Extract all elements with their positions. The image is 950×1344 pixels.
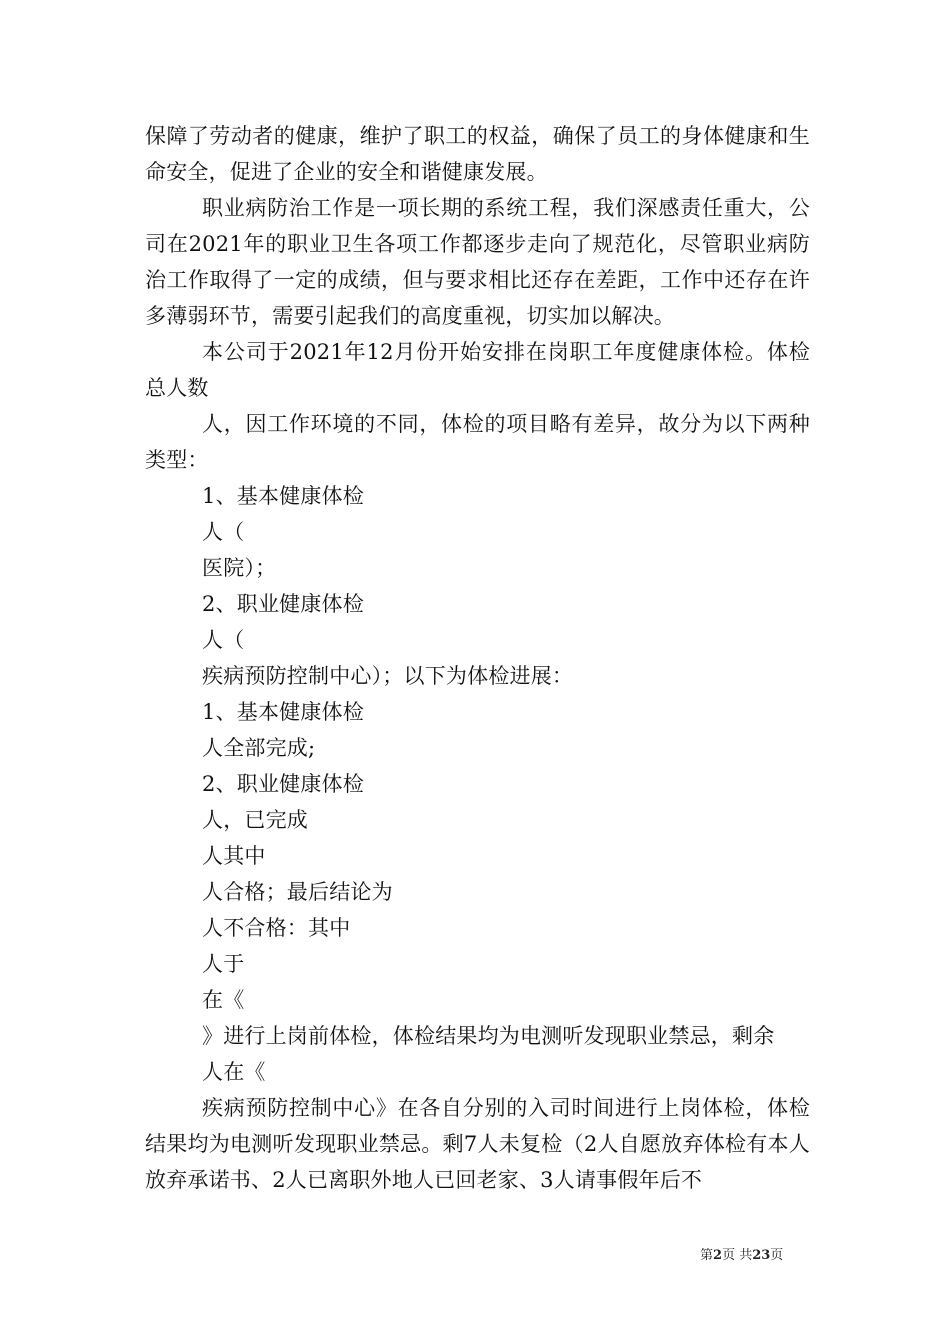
- paragraph-5: 人（: [202, 520, 245, 544]
- paragraph-2: 本公司于2021年12月份开始安排在岗职工年度健康体检。体检总人数: [145, 340, 810, 400]
- paragraph-21: 疾病预防控制中心》在各自分别的入司时间进行上岗体检，体检结果均为电测听发现职业禁忌。剩7人未复检（2人自愿放弃体检有本人放弃承诺书、2人已离职外地人已回老家、3人请事假年后不: [145, 1096, 810, 1192]
- paragraph-19: 》进行上岗前体检，体检结果均为电测听发现职业禁忌，剩余: [202, 1024, 775, 1048]
- paragraph-0: 保障了劳动者的健康，维护了职工的权益，确保了员工的身体健康和生命安全，促进了企业的安全和谐健康发展。: [145, 124, 810, 184]
- paragraph-17: 人于: [202, 952, 245, 976]
- footer-suffix: 页: [770, 1248, 784, 1263]
- paragraph-10: 1、基本健康体检: [202, 700, 364, 724]
- paragraph-1: 职业病防治工作是一项长期的系统工程，我们深感责任重大，公司在2021年的职业卫生各项工作都逐步走向了规范化，尽管职业病防治工作取得了一定的成绩，但与要求相比还存在差距，工作中还存在许多薄弱环节，需要引起我们的高度重视，切实加以解决。: [145, 196, 810, 328]
- document-body: [145, 118, 810, 1198]
- footer-middle: 页 共: [722, 1248, 753, 1263]
- paragraph-7: 2、职业健康体检: [202, 592, 364, 616]
- paragraph-15: 人合格；最后结论为: [202, 880, 393, 904]
- total-pages-number: 23: [752, 1248, 771, 1263]
- paragraph-18: 在《: [202, 988, 245, 1012]
- paragraph-6: 医院）；: [202, 556, 277, 580]
- paragraph-13: 人，已完成: [202, 808, 308, 832]
- paragraph-12: 2、职业健康体检: [202, 772, 364, 796]
- paragraph-4: 1、基本健康体检: [202, 484, 364, 508]
- current-page-number: 2: [713, 1248, 723, 1263]
- paragraph-14: 人其中: [202, 844, 266, 868]
- paragraph-3: 人，因工作环境的不同，体检的项目略有差异，故分为以下两种类型：: [145, 412, 810, 472]
- paragraph-9: 疾病预防控制中心）；以下为体检进展：: [202, 664, 574, 688]
- paragraph-16: 人不合格：其中: [202, 916, 351, 940]
- paragraph-8: 人（: [202, 628, 245, 652]
- page-number-footer: [700, 1248, 783, 1264]
- paragraph-11: 人全部完成;: [202, 736, 316, 760]
- footer-prefix: 第: [700, 1248, 714, 1263]
- paragraph-20: 人在《: [202, 1060, 266, 1084]
